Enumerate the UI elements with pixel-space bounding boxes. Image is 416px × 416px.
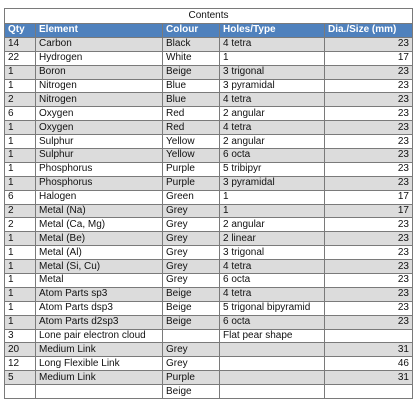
cell-holes: 4 tetra xyxy=(220,260,325,274)
cell-holes: 2 linear xyxy=(220,232,325,246)
header-size: Dia./Size (mm) xyxy=(325,24,413,38)
contents-table-container xyxy=(4,8,412,399)
cell-size: 23 xyxy=(325,176,413,190)
header-colour: Colour xyxy=(163,24,220,38)
cell-element: Sulphur xyxy=(36,149,163,163)
cell-size: 23 xyxy=(325,246,413,260)
cell-colour: Beige xyxy=(163,315,220,329)
cell-holes xyxy=(220,385,325,399)
cell-element: Carbon xyxy=(36,37,163,51)
cell-element: Atom Parts d2sp3 xyxy=(36,315,163,329)
cell-element: Medium Link xyxy=(36,371,163,385)
cell-size: 23 xyxy=(325,135,413,149)
cell-colour: Beige xyxy=(163,65,220,79)
table-row xyxy=(5,107,413,121)
cell-colour: Black xyxy=(163,37,220,51)
cell-qty: 2 xyxy=(5,218,36,232)
cell-qty: 1 xyxy=(5,162,36,176)
cell-colour: Yellow xyxy=(163,135,220,149)
cell-holes: 5 trigonal bipyramid xyxy=(220,301,325,315)
cell-colour: Beige xyxy=(163,385,220,399)
cell-holes: 1 xyxy=(220,204,325,218)
cell-colour: Green xyxy=(163,190,220,204)
cell-colour: Grey xyxy=(163,343,220,357)
cell-holes: 4 tetra xyxy=(220,121,325,135)
cell-holes: 2 angular xyxy=(220,218,325,232)
cell-qty: 1 xyxy=(5,260,36,274)
table-row xyxy=(5,37,413,51)
cell-size: 23 xyxy=(325,121,413,135)
table-row xyxy=(5,79,413,93)
cell-qty: 2 xyxy=(5,204,36,218)
cell-holes: 6 octa xyxy=(220,274,325,288)
table-row xyxy=(5,287,413,301)
table-row xyxy=(5,260,413,274)
cell-colour: Blue xyxy=(163,79,220,93)
cell-colour: Blue xyxy=(163,93,220,107)
table-row xyxy=(5,357,413,371)
cell-qty: 5 xyxy=(5,371,36,385)
cell-element: Nitrogen xyxy=(36,79,163,93)
cell-holes: 3 trigonal xyxy=(220,246,325,260)
cell-qty: 1 xyxy=(5,135,36,149)
cell-element: Metal xyxy=(36,274,163,288)
table-row xyxy=(5,232,413,246)
cell-holes: 2 angular xyxy=(220,107,325,121)
cell-size: 23 xyxy=(325,274,413,288)
cell-holes: 1 xyxy=(220,51,325,65)
cell-size: 23 xyxy=(325,315,413,329)
cell-qty: 1 xyxy=(5,274,36,288)
table-row xyxy=(5,315,413,329)
cell-qty: 1 xyxy=(5,121,36,135)
cell-colour: Purple xyxy=(163,176,220,190)
table-row xyxy=(5,51,413,65)
title-row xyxy=(5,9,413,24)
cell-holes xyxy=(220,357,325,371)
cell-holes: 3 pyramidal xyxy=(220,176,325,190)
header-holes: Holes/Type xyxy=(220,24,325,38)
cell-colour: Grey xyxy=(163,232,220,246)
cell-element: Phosphorus xyxy=(36,162,163,176)
table-row xyxy=(5,176,413,190)
cell-qty: 12 xyxy=(5,357,36,371)
cell-colour: Purple xyxy=(163,371,220,385)
header-row xyxy=(5,24,413,38)
cell-colour: Red xyxy=(163,107,220,121)
cell-size: 31 xyxy=(325,371,413,385)
table-row xyxy=(5,190,413,204)
cell-element: Metal (Si, Cu) xyxy=(36,260,163,274)
table-row xyxy=(5,371,413,385)
cell-element: Metal (Al) xyxy=(36,246,163,260)
cell-element: Metal (Ca, Mg) xyxy=(36,218,163,232)
cell-size: 23 xyxy=(325,301,413,315)
cell-colour xyxy=(163,329,220,343)
cell-size: 23 xyxy=(325,287,413,301)
cell-size: 23 xyxy=(325,232,413,246)
cell-holes: 3 trigonal xyxy=(220,65,325,79)
cell-colour: Yellow xyxy=(163,149,220,163)
cell-qty: 1 xyxy=(5,65,36,79)
table-row xyxy=(5,93,413,107)
cell-element: Nitrogen xyxy=(36,93,163,107)
cell-qty: 6 xyxy=(5,107,36,121)
cell-qty: 1 xyxy=(5,176,36,190)
cell-holes: 1 xyxy=(220,190,325,204)
cell-colour: Beige xyxy=(163,287,220,301)
cell-qty: 1 xyxy=(5,79,36,93)
cell-colour: Grey xyxy=(163,246,220,260)
cell-element: Atom Parts dsp3 xyxy=(36,301,163,315)
cell-colour: Grey xyxy=(163,274,220,288)
cell-holes: 4 tetra xyxy=(220,287,325,301)
cell-size: 23 xyxy=(325,37,413,51)
cell-qty: 3 xyxy=(5,329,36,343)
cell-holes: 5 tribipyr xyxy=(220,162,325,176)
cell-holes: 6 octa xyxy=(220,315,325,329)
contents-table xyxy=(4,8,413,399)
cell-qty: 2 xyxy=(5,93,36,107)
cell-holes: 6 octa xyxy=(220,149,325,163)
table-row xyxy=(5,149,413,163)
cell-colour: Grey xyxy=(163,218,220,232)
cell-qty: 1 xyxy=(5,315,36,329)
cell-colour: Beige xyxy=(163,301,220,315)
cell-element: Phosphorus xyxy=(36,176,163,190)
table-title: Contents xyxy=(5,9,413,24)
cell-size: 23 xyxy=(325,65,413,79)
cell-size: 23 xyxy=(325,218,413,232)
table-row xyxy=(5,343,413,357)
cell-size: 23 xyxy=(325,149,413,163)
cell-holes xyxy=(220,343,325,357)
cell-qty: 22 xyxy=(5,51,36,65)
cell-colour: White xyxy=(163,51,220,65)
cell-element: Long Flexible Link xyxy=(36,357,163,371)
table-row xyxy=(5,135,413,149)
header-element: Element xyxy=(36,24,163,38)
cell-size: 23 xyxy=(325,107,413,121)
table-body xyxy=(5,37,413,398)
cell-size: 23 xyxy=(325,260,413,274)
cell-colour: Grey xyxy=(163,260,220,274)
table-row xyxy=(5,329,413,343)
cell-qty: 14 xyxy=(5,37,36,51)
cell-element: Metal (Na) xyxy=(36,204,163,218)
cell-element: Metal (Be) xyxy=(36,232,163,246)
cell-colour: Grey xyxy=(163,357,220,371)
cell-holes xyxy=(220,371,325,385)
cell-size: 17 xyxy=(325,190,413,204)
cell-colour: Red xyxy=(163,121,220,135)
cell-element: Medium Link xyxy=(36,343,163,357)
table-row xyxy=(5,204,413,218)
table-row xyxy=(5,274,413,288)
cell-size: 23 xyxy=(325,93,413,107)
cell-element: Halogen xyxy=(36,190,163,204)
cell-size xyxy=(325,329,413,343)
cell-qty: 1 xyxy=(5,149,36,163)
cell-qty: 1 xyxy=(5,232,36,246)
table-row xyxy=(5,65,413,79)
cell-holes: 2 angular xyxy=(220,135,325,149)
table-row xyxy=(5,121,413,135)
cell-holes: 3 pyramidal xyxy=(220,79,325,93)
cell-size: 17 xyxy=(325,51,413,65)
cell-element: Boron xyxy=(36,65,163,79)
header-qty: Qty xyxy=(5,24,36,38)
cell-qty: 20 xyxy=(5,343,36,357)
cell-element: Hydrogen xyxy=(36,51,163,65)
cell-qty: 1 xyxy=(5,301,36,315)
cell-size xyxy=(325,385,413,399)
cell-colour: Purple xyxy=(163,162,220,176)
cell-holes: Flat pear shape xyxy=(220,329,325,343)
cell-holes: 4 tetra xyxy=(220,93,325,107)
table-row xyxy=(5,218,413,232)
cell-element: Lone pair electron cloud xyxy=(36,329,163,343)
cell-element: Oxygen xyxy=(36,107,163,121)
cell-qty xyxy=(5,385,36,399)
cell-size: 23 xyxy=(325,79,413,93)
cell-size: 23 xyxy=(325,162,413,176)
cell-size: 31 xyxy=(325,343,413,357)
table-row xyxy=(5,246,413,260)
cell-element: Sulphur xyxy=(36,135,163,149)
cell-element: Oxygen xyxy=(36,121,163,135)
table-row xyxy=(5,301,413,315)
cell-colour: Grey xyxy=(163,204,220,218)
table-row xyxy=(5,385,413,399)
cell-holes: 4 tetra xyxy=(220,37,325,51)
cell-element: Atom Parts sp3 xyxy=(36,287,163,301)
cell-size: 46 xyxy=(325,357,413,371)
cell-element xyxy=(36,385,163,399)
cell-qty: 6 xyxy=(5,190,36,204)
cell-qty: 1 xyxy=(5,246,36,260)
cell-qty: 1 xyxy=(5,287,36,301)
cell-size: 17 xyxy=(325,204,413,218)
table-row xyxy=(5,162,413,176)
